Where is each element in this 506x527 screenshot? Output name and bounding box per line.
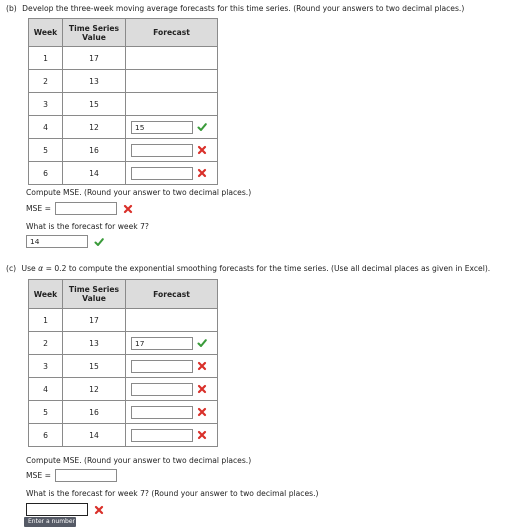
table-row	[29, 93, 218, 116]
forecast-input[interactable]	[131, 406, 193, 419]
forecast-cell	[126, 332, 218, 355]
value-cell: 12	[63, 378, 126, 401]
week-cell: 4	[29, 116, 63, 139]
x-icon	[197, 168, 207, 178]
part-c-instruction	[6, 264, 490, 273]
week7-forecast-input[interactable]: 14	[26, 235, 88, 248]
part-b-instruction-text: Develop the three-week moving average forecasts for this time series. (Round your answers to two decimal places.)	[22, 4, 465, 13]
table-row	[29, 355, 218, 378]
forecast-cell	[126, 70, 218, 93]
week-cell: 2	[29, 332, 63, 355]
x-icon	[94, 505, 104, 515]
part-b-mse-prompt: Compute MSE. (Round your answer to two decimal places.)	[26, 188, 252, 197]
time-series-value-header: Time Series Value	[63, 19, 126, 47]
enter-a-number-tooltip: Enter a number	[24, 517, 76, 527]
check-icon	[94, 237, 104, 247]
week-header: Week	[29, 19, 63, 47]
week7-forecast-input[interactable]	[26, 503, 88, 516]
table-row	[29, 332, 218, 355]
week-cell: 5	[29, 139, 63, 162]
part-c-week7-line	[26, 503, 104, 516]
forecast-input[interactable]	[131, 429, 193, 442]
forecast-cell	[126, 162, 218, 185]
part-c-label: (c)	[6, 264, 17, 273]
forecast-cell	[126, 401, 218, 424]
forecast-input[interactable]: 17	[131, 337, 193, 350]
table-row	[29, 378, 218, 401]
x-icon	[197, 430, 207, 440]
forecast-cell	[126, 116, 218, 139]
mse-label: MSE =	[26, 471, 51, 480]
part-b-mse-line	[26, 202, 133, 215]
x-icon	[197, 384, 207, 394]
forecast-input[interactable]	[131, 360, 193, 373]
alpha-symbol: α	[38, 264, 44, 273]
week-cell: 1	[29, 47, 63, 70]
time-series-value-header: Time Series Value	[63, 280, 126, 309]
part-b-week7-line	[26, 235, 104, 248]
part-c-week7-prompt: What is the forecast for week 7? (Round your answer to two decimal places.)	[26, 489, 319, 498]
table-row	[29, 401, 218, 424]
forecast-input[interactable]	[131, 167, 193, 180]
table-row	[29, 309, 218, 332]
forecast-input[interactable]	[131, 144, 193, 157]
week-cell: 6	[29, 162, 63, 185]
week-cell: 3	[29, 93, 63, 116]
value-cell: 13	[63, 70, 126, 93]
part-b-week7-prompt: What is the forecast for week 7?	[26, 222, 149, 231]
exponential-smoothing-table	[28, 279, 218, 447]
mse-input[interactable]	[55, 469, 117, 482]
value-cell: 14	[63, 424, 126, 447]
table-row	[29, 162, 218, 185]
forecast-cell	[126, 424, 218, 447]
x-icon	[197, 361, 207, 371]
table-row	[29, 70, 218, 93]
forecast-cell	[126, 47, 218, 70]
week-cell: 5	[29, 401, 63, 424]
part-b-label: (b)	[6, 4, 17, 13]
value-cell: 15	[63, 93, 126, 116]
value-cell: 16	[63, 401, 126, 424]
table-row	[29, 116, 218, 139]
value-cell: 17	[63, 47, 126, 70]
value-cell: 12	[63, 116, 126, 139]
part-c-mse-line	[26, 469, 117, 482]
week-cell: 2	[29, 70, 63, 93]
forecast-header: Forecast	[126, 280, 218, 309]
forecast-input[interactable]	[131, 383, 193, 396]
check-icon	[197, 122, 207, 132]
x-icon	[123, 204, 133, 214]
x-icon	[197, 407, 207, 417]
x-icon	[197, 145, 207, 155]
part-c-instruction-post: = 0.2 to compute the exponential smoothing forecasts for the time series. (Use all decimal places as given in Excel).	[45, 264, 491, 273]
value-cell: 17	[63, 309, 126, 332]
forecast-cell	[126, 309, 218, 332]
part-b-instruction	[6, 4, 464, 13]
table-row	[29, 424, 218, 447]
forecast-cell	[126, 139, 218, 162]
forecast-cell	[126, 355, 218, 378]
forecast-input[interactable]: 15	[131, 121, 193, 134]
forecast-cell	[126, 378, 218, 401]
table-row	[29, 47, 218, 70]
forecast-cell	[126, 93, 218, 116]
value-cell: 16	[63, 139, 126, 162]
week-cell: 1	[29, 309, 63, 332]
check-icon	[197, 338, 207, 348]
forecast-header: Forecast	[126, 19, 218, 47]
value-cell: 13	[63, 332, 126, 355]
mse-input[interactable]	[55, 202, 117, 215]
value-cell: 14	[63, 162, 126, 185]
week-cell: 6	[29, 424, 63, 447]
part-c-mse-prompt: Compute MSE. (Round your answer to two decimal places.)	[26, 456, 252, 465]
mse-label: MSE =	[26, 204, 51, 213]
week-cell: 4	[29, 378, 63, 401]
table-row	[29, 139, 218, 162]
week-header: Week	[29, 280, 63, 309]
moving-average-table	[28, 18, 218, 185]
week-cell: 3	[29, 355, 63, 378]
part-c-instruction-pre: Use	[21, 264, 36, 273]
value-cell: 15	[63, 355, 126, 378]
